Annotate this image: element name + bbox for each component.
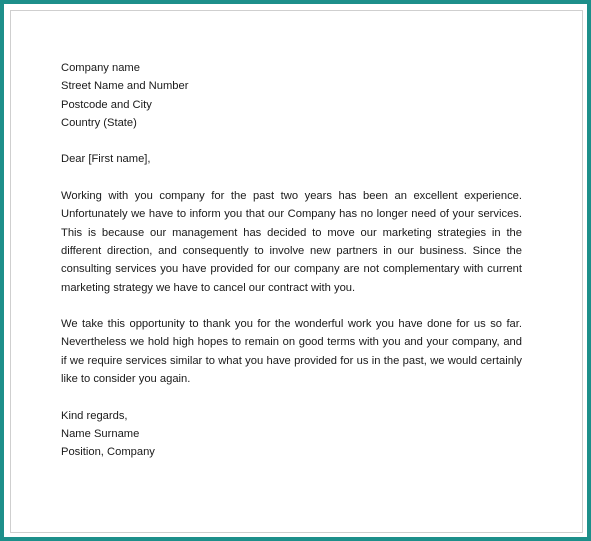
signature-name: Name Surname xyxy=(61,427,140,440)
address-street: Street Name and Number xyxy=(61,80,189,93)
address-company-name: Company name xyxy=(61,62,140,74)
spacer xyxy=(61,169,522,187)
signature-block xyxy=(61,407,522,462)
body-paragraph-2: We take this opportunity to thank you for the wonderful work you have done for us so far. Nevertheless we hold high hopes to remain on good terms with you and your company, and if we require services similar to what you have provided for us in the past, we would certainly like to consider you again. xyxy=(61,318,522,386)
salutation: Dear [First name], xyxy=(61,153,151,166)
body-paragraph-1: Working with you company for the past two years has been an excellent experience. Unfortunately we have to inform you that our Company has no longer need of your services. This is because our management has decided to move our marketing strategies in the different direction, and consequently to involve new partners in our business. Since the consulting services you have provided for our company are not complementary with current marketing strategy we have to cancel our contract with you. xyxy=(61,190,522,294)
recipient-address xyxy=(61,59,522,132)
closing: Kind regards, xyxy=(61,409,128,422)
spacer xyxy=(61,388,522,406)
address-postcode-city: Postcode and City xyxy=(61,98,152,111)
spacer xyxy=(61,297,522,315)
address-country: Country (State) xyxy=(61,116,137,129)
spacer xyxy=(61,132,522,150)
letter-body xyxy=(61,59,522,462)
signature-position: Position, Company xyxy=(61,446,155,459)
